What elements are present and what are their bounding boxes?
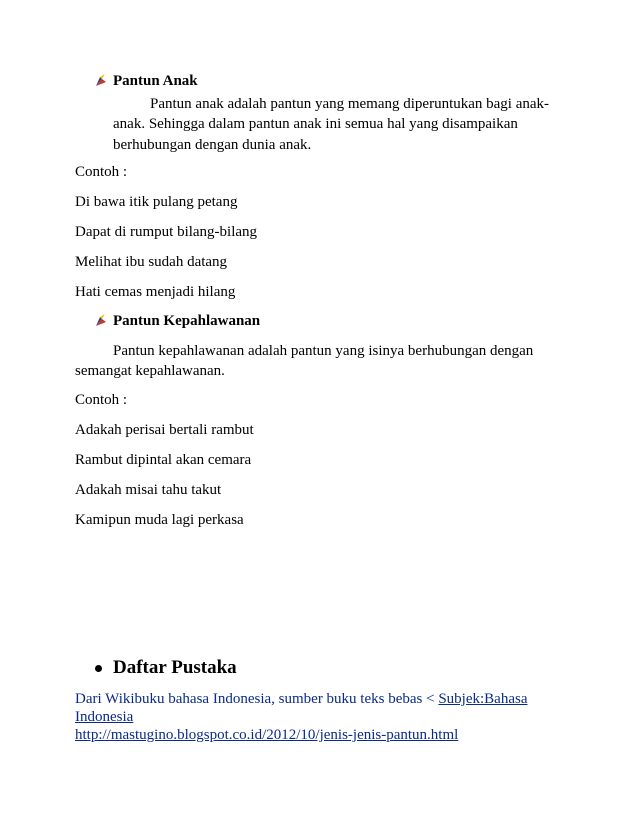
reference-url-link[interactable]: http://mastugino.blogspot.co.id/2012/10/jenis-jenis-pantun.html (75, 727, 459, 743)
section-heading-pantun-kepahlawanan: Pantun Kepahlawanan (113, 313, 261, 329)
reference-text: Dari Wikibuku bahasa Indonesia, sumber buku teks bebas < (75, 691, 439, 707)
paragraph-line: Pantun kepahlawanan adalah pantun yang isinya berhubungan dengan (113, 343, 534, 359)
pantun-line: Kamipun muda lagi perkasa (75, 512, 244, 528)
subject-link-continued[interactable]: Indonesia (75, 709, 134, 725)
references-heading: Daftar Pustaka (113, 657, 237, 678)
example-label: Contoh : (75, 392, 128, 408)
paragraph-line: anak. Sehingga dalam pantun anak ini semua hal yang disampaikan (113, 116, 518, 132)
pantun-line: Rambut dipintal akan cemara (75, 452, 252, 468)
pantun-line: Adakah misai tahu takut (75, 482, 222, 498)
section-heading-pantun-anak: Pantun Anak (113, 73, 198, 89)
subject-link[interactable]: Subjek:Bahasa (438, 691, 528, 707)
pantun-line: Dapat di rumput bilang-bilang (75, 224, 258, 240)
pantun-line: Di bawa itik pulang petang (75, 194, 238, 210)
bullet-icon (95, 665, 102, 672)
paragraph-line: semangat kepahlawanan. (75, 363, 225, 379)
feather-bullet-icon (94, 73, 108, 87)
feather-bullet-icon (94, 313, 108, 327)
paragraph-line: Pantun anak adalah pantun yang memang diperuntukan bagi anak- (150, 96, 550, 112)
pantun-line: Hati cemas menjadi hilang (75, 284, 236, 300)
pantun-line: Melihat ibu sudah datang (75, 254, 228, 270)
reference-line (75, 690, 528, 708)
example-label: Contoh : (75, 164, 128, 180)
paragraph-line: berhubungan dengan dunia anak. (113, 137, 312, 153)
pantun-line: Adakah perisai bertali rambut (75, 422, 254, 438)
